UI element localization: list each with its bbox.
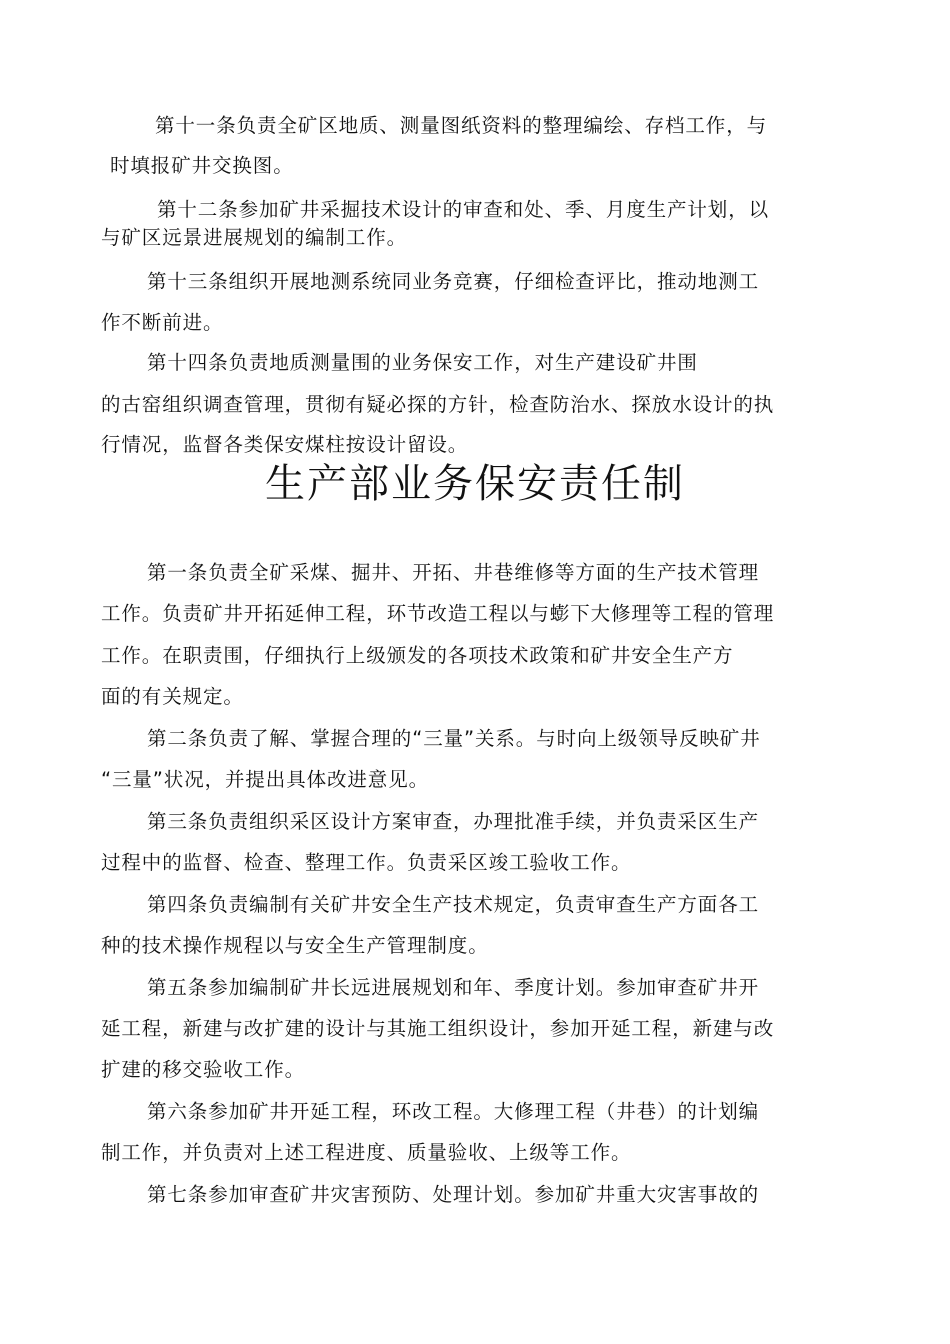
article-11-line-2: 时填报矿井交换图。 [110, 154, 294, 177]
article-6-line-1: 第六条参加矿井开延工程，环改工程。大修理工程（井巷）的计划编 [147, 1100, 760, 1123]
article-1-line-3: 工作。在职责围，仔细执行上级颁发的各项技术政策和矿井安全生产方 [101, 644, 734, 667]
article-3-line-1: 第三条负责组织采区设计方案审查，办理批准手续，并负责采区生产 [147, 810, 760, 833]
article-13-line-1: 第十三条组织开展地测系统同业务竞赛，仔细检查评比，推动地测工 [147, 270, 760, 293]
article-14-line-2: 的古窑组织调查管理，贯彻有疑必探的方针，检查防治水、探放水设计的执 [101, 393, 775, 416]
article-12-line-1: 第十二条参加矿井采掘技术设计的审查和处、季、月度生产计划，以 [157, 198, 770, 221]
article-14-line-3: 行情况，监督各类保安煤柱按设计留设。 [101, 433, 469, 456]
article-11-line-1: 第十一条负责全矿区地质、测量图纸资料的整理编绘、存档工作，与 [155, 114, 768, 137]
article-5-line-2: 延工程，新建与改扩建的设计与其施工组织设计，参加开延工程，新建与改 [101, 1017, 775, 1040]
article-12-line-2: 与矿区远景进展规划的编制工作。 [101, 226, 408, 249]
article-5-line-3: 扩建的移交验收工作。 [101, 1058, 306, 1081]
article-3-line-2: 过程中的监督、检查、整理工作。负责采区竣工验收工作。 [101, 851, 632, 874]
article-1-line-4: 面的有关规定。 [101, 685, 244, 708]
article-13-line-2: 作不断前进。 [101, 311, 224, 334]
article-7-line-1: 第七条参加审查矿井灾害预防、处理计划。参加矿井重大灾害事故的 [147, 1183, 760, 1206]
article-2-line-1: 第二条负责了解、掌握合理的“三量”关系。与时向上级领导反映矿井 [147, 727, 761, 750]
article-6-line-2: 制工作，并负责对上述工程进度、质量验收、上级等工作。 [101, 1141, 632, 1164]
article-2-line-2: “三量”状况，并提出具体改进意见。 [101, 768, 430, 791]
article-1-line-1: 第一条负责全矿采煤、掘井、开拓、井巷维修等方面的生产技术管理 [147, 561, 760, 584]
article-5-line-1: 第五条参加编制矿井长远进展规划和年、季度计划。参加审查矿井开 [147, 976, 760, 999]
section-title: 生产部业务保安责任制 [265, 461, 685, 507]
article-14-line-1: 第十四条负责地质测量围的业务保安工作，对生产建设矿井围 [147, 351, 698, 374]
article-1-line-2: 工作。负责矿井开拓延伸工程，环节改造工程以与蟛下大修理等工程的管理 [101, 602, 775, 625]
article-4-line-2: 种的技术操作规程以与安全生产管理制度。 [101, 934, 489, 957]
article-4-line-1: 第四条负责编制有关矿井安全生产技术规定，负责审查生产方面各工 [147, 893, 760, 916]
